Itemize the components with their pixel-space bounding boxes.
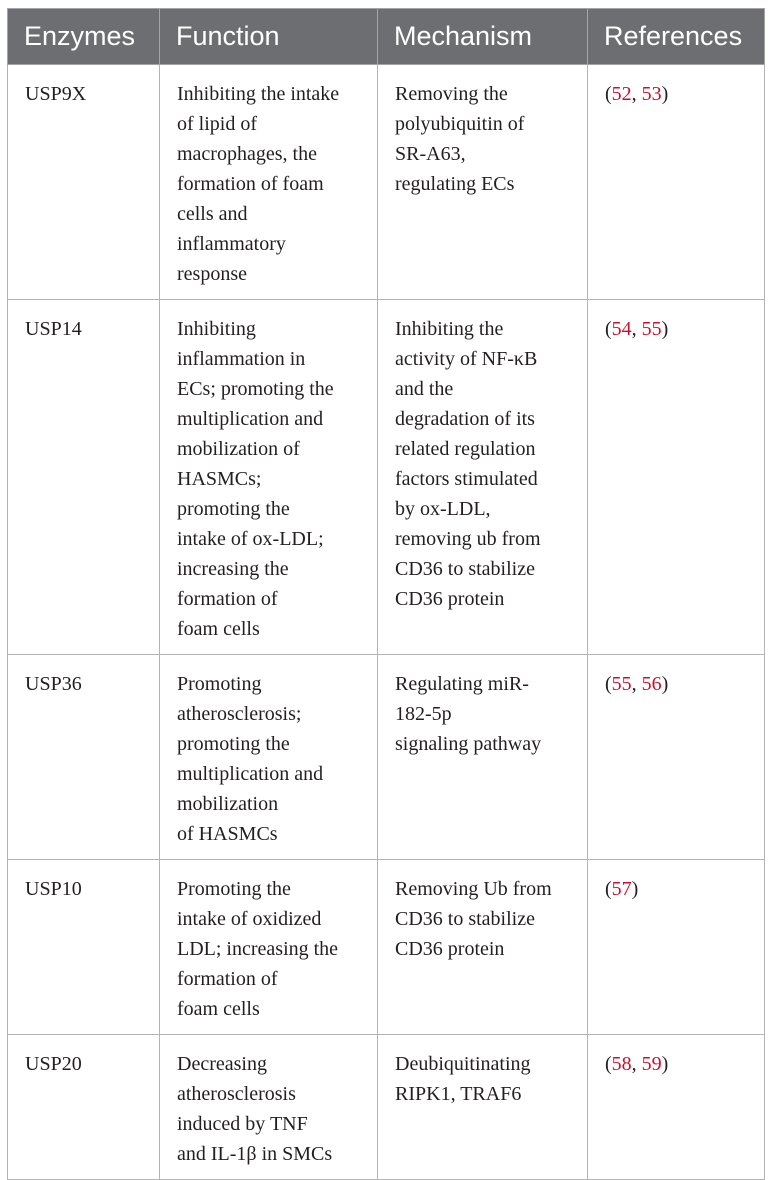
header-references: References	[588, 9, 765, 65]
header-enzymes: Enzymes	[8, 9, 160, 65]
function-text: Inhibiting inflammation in ECs; promoting the multiplication and mobilization of HASMCs; promoting the intake of ox-LDL; increasing the formation of foam cells	[177, 318, 334, 640]
header-mechanism: Mechanism	[378, 9, 588, 65]
references: (54, 55)	[605, 318, 669, 340]
table-row-usp20	[8, 1035, 765, 1180]
enzyme-name: USP20	[25, 1053, 82, 1075]
enzyme-name: USP10	[25, 878, 82, 900]
enzyme-name: USP9X	[25, 83, 87, 105]
references-cell	[588, 300, 765, 655]
table-row-usp36	[8, 655, 765, 860]
reference-link[interactable]: 52	[611, 83, 632, 105]
enzyme-name: USP36	[25, 673, 82, 695]
references: (57)	[605, 878, 639, 900]
reference-link[interactable]: 54	[611, 318, 632, 340]
mechanism-text: Inhibiting the activity of NF-κB and the degradation of its related regulation factors stimulated by ox-LDL, removing ub from CD36 to stabilize CD36 protein	[395, 318, 541, 610]
table-row-usp10	[8, 860, 765, 1035]
function-cell	[160, 300, 378, 655]
enzyme-cell	[8, 655, 160, 860]
mechanism-text: Removing Ub from CD36 to stabilize CD36 protein	[395, 878, 552, 960]
enzyme-cell	[8, 1035, 160, 1180]
reference-link[interactable]: 58	[611, 1053, 632, 1075]
function-cell	[160, 65, 378, 300]
mechanism-cell	[378, 1035, 588, 1180]
reference-link[interactable]: 59	[641, 1053, 662, 1075]
reference-link[interactable]: 56	[641, 673, 662, 695]
header-row	[8, 9, 765, 65]
function-text: Decreasing atherosclerosis induced by TNF and IL-1β in SMCs	[177, 1053, 333, 1165]
enzyme-cell	[8, 860, 160, 1035]
function-cell	[160, 860, 378, 1035]
function-text: Promoting atherosclerosis; promoting the multiplication and mobilization of HASMCs	[177, 673, 324, 845]
mechanism-cell	[378, 300, 588, 655]
references-cell	[588, 65, 765, 300]
references-cell	[588, 860, 765, 1035]
mechanism-cell	[378, 860, 588, 1035]
references: (58, 59)	[605, 1053, 669, 1075]
references-cell	[588, 655, 765, 860]
mechanism-cell	[378, 65, 588, 300]
reference-link[interactable]: 57	[611, 878, 632, 900]
enzyme-name: USP14	[25, 318, 82, 340]
enzymes-table	[7, 8, 765, 1180]
function-cell	[160, 1035, 378, 1180]
references: (55, 56)	[605, 673, 669, 695]
reference-link[interactable]: 53	[641, 83, 662, 105]
mechanism-text: Regulating miR- 182-5p signaling pathway	[395, 673, 542, 755]
function-text: Inhibiting the intake of lipid of macrophages, the formation of foam cells and inflammatory response	[177, 83, 340, 285]
mechanism-text: Removing the polyubiquitin of SR-A63, regulating ECs	[395, 83, 525, 195]
table-row-usp14	[8, 300, 765, 655]
mechanism-cell	[378, 655, 588, 860]
header-function: Function	[160, 9, 378, 65]
function-cell	[160, 655, 378, 860]
enzyme-cell	[8, 300, 160, 655]
reference-link[interactable]: 55	[641, 318, 662, 340]
reference-link[interactable]: 55	[611, 673, 632, 695]
table-row-usp9x	[8, 65, 765, 300]
function-text: Promoting the intake of oxidized LDL; increasing the formation of foam cells	[177, 878, 339, 1020]
enzyme-cell	[8, 65, 160, 300]
references: (52, 53)	[605, 83, 669, 105]
mechanism-text: Deubiquitinating RIPK1, TRAF6	[395, 1053, 531, 1105]
references-cell	[588, 1035, 765, 1180]
